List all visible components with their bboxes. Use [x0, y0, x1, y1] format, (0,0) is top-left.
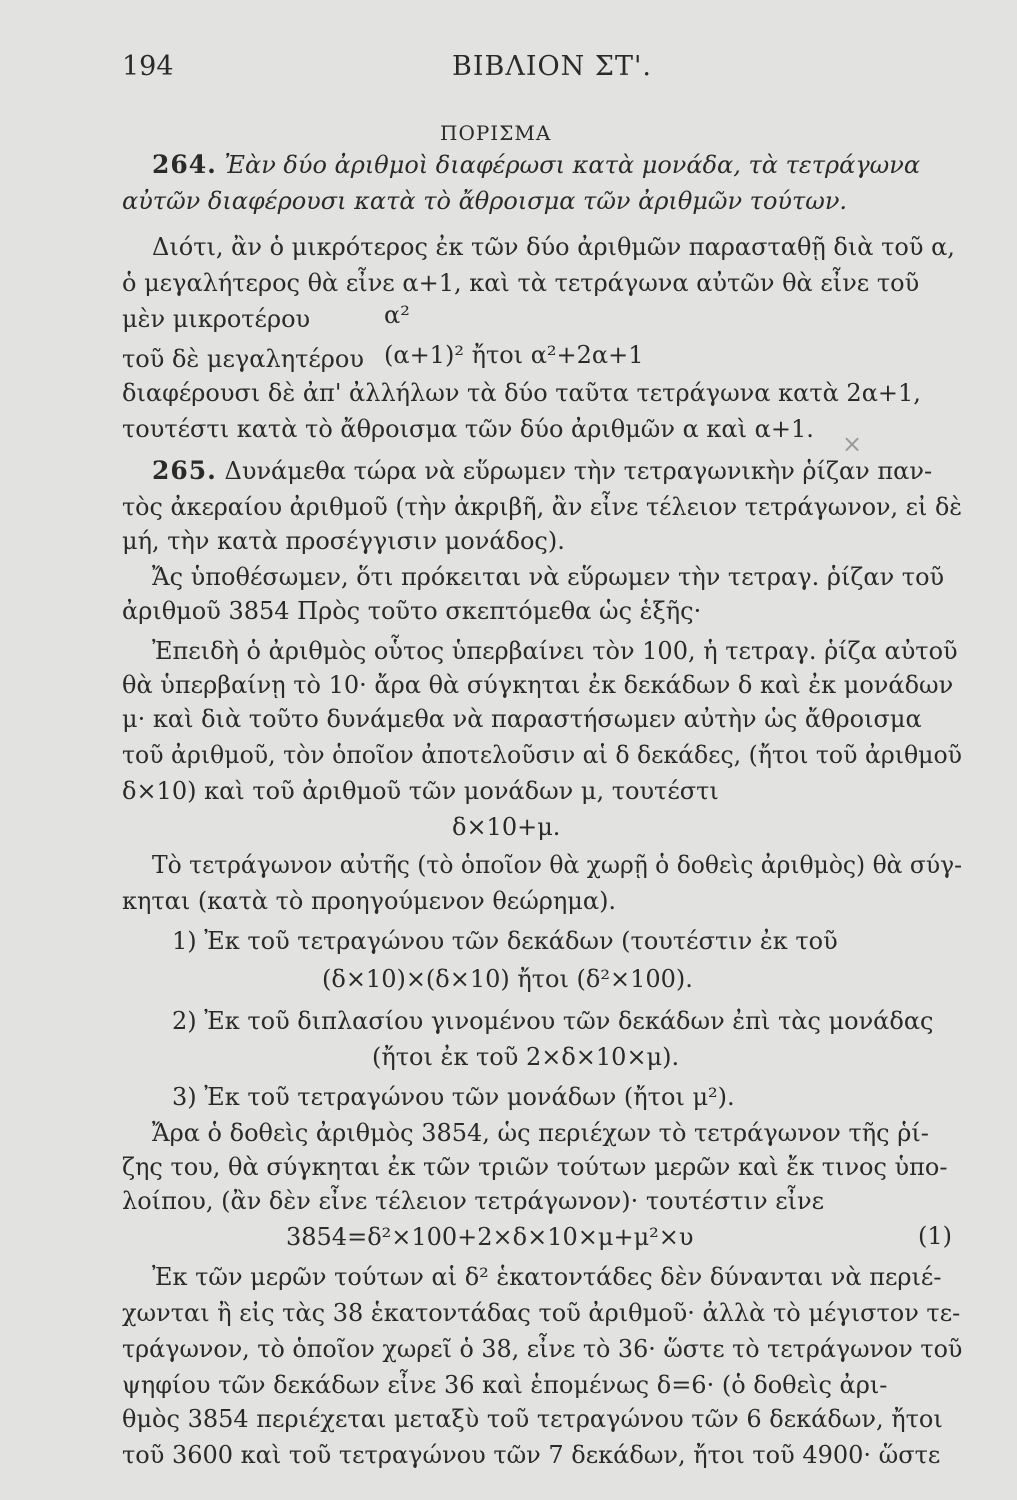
para-264-line-4: ὁ μεγαλήτερος θὰ εἶνε α+1, καὶ τὰ τετράγωνα αὐτῶν θὰ εἶνε τοῦ	[122, 269, 920, 297]
para-265-line-15: λοίπου, (ἂν δὲν εἶνε τέλειον τετράγωνον)· τουτέστιν εἶνε	[122, 1187, 825, 1215]
para-265-line-3: μή, τὴν κατὰ προσέγγισιν μονάδος).	[122, 527, 565, 555]
para-264-line-8: τουτέστι κατὰ τὸ ἄθροισμα τῶν δύο ἀριθμῶν α καὶ α+1.	[122, 415, 814, 443]
equation-number: (1)	[918, 1222, 952, 1250]
para-264-line-7: διαφέρουσι δὲ ἀπ' ἀλλήλων τὰ δύο ταῦτα τετράγωνα κατὰ 2α+1,	[122, 379, 921, 407]
list-item-2: 2) Ἐκ τοῦ διπλασίου γινομένου τῶν δεκάδων ἐπὶ τὰς μονάδας	[172, 1007, 934, 1035]
para-265-line-14: ζης του, θὰ σύγκηται ἐκ τῶν τριῶν τούτων μερῶν καὶ ἔκ τινος ὑπο-	[122, 1153, 948, 1181]
para-265-line-9: τοῦ ἀριθμοῦ, τὸν ὁποῖον ἀποτελοῦσιν αἱ δ δεκάδες, (ἤτοι τοῦ ἀριθμοῦ	[122, 741, 962, 769]
para-264-line-5b: α²	[384, 301, 410, 329]
para-265-line-18: τράγωνον, τὸ ὁποῖον χωρεῖ ὁ 38, εἶνε τὸ 36· ὥστε τὸ τετράγωνον τοῦ	[122, 1335, 963, 1363]
para-265-line-20: θμὸς 3854 περιέχεται μεταξὺ τοῦ τετραγώνου τῶν 6 δεκάδων, ἤτοι	[122, 1405, 943, 1433]
list-item-1-equation: (δ×10)×(δ×10) ἤτοι (δ²×100).	[322, 965, 693, 993]
para-265-line-11: Τὸ τετράγωνον αὐτῆς (τὸ ὁποῖον θὰ χωρῇ ὁ δοθεὶς ἀριθμὸς) θὰ σύγ-	[152, 851, 963, 879]
para-264-line-6a: τοῦ δὲ μεγαλητέρου	[122, 345, 364, 373]
para-265-line-16: Ἐκ τῶν μερῶν τούτων αἱ δ² ἑκατοντάδες δὲν δύνανται νὰ περιέ-	[152, 1263, 942, 1291]
para-265-line-7: θὰ ὑπερβαίνῃ τὸ 10· ἄρα θὰ σύγκηται ἐκ δεκάδων δ καὶ ἐκ μονάδων	[122, 671, 954, 699]
para-264-line-1	[152, 150, 920, 180]
para-265-text-1: Δυνάμεθα τώρα νὰ εὕρωμεν τὴν τετραγωνικὴν ῥίζαν παν-	[224, 457, 933, 485]
list-item-3: 3) Ἐκ τοῦ τετραγώνου τῶν μονάδων (ἤτοι μ²).	[172, 1083, 735, 1111]
list-item-2-equation: (ἤτοι ἐκ τοῦ 2×δ×10×μ).	[372, 1043, 680, 1071]
book-title: ΒΙΒΛΙΟΝ ΣΤ'.	[452, 51, 652, 82]
para-number-265: 265.	[152, 456, 217, 485]
para-265-line-13: Ἄρα ὁ δοθεὶς ἀριθμὸς 3854, ὡς περιέχων τὸ τετράγωνον τῆς ῥί-	[152, 1119, 929, 1147]
para-265-line-19: ψηφίου τῶν δεκάδων εἶνε 36 καὶ ἑπομένως δ=6· (ὁ δοθεὶς ἀρι-	[122, 1371, 888, 1399]
para-265-line-4: Ἄς ὑποθέσωμεν, ὅτι πρόκειται νὰ εὕρωμεν τὴν τετραγ. ῥίζαν τοῦ	[152, 563, 945, 591]
para-265-line-12: κηται (κατὰ τὸ προηγούμενον θεώρημα).	[122, 887, 617, 915]
para-265-line-6: Ἐπειδὴ ὁ ἀριθμὸς οὗτος ὑπερβαίνει τὸν 100, ἡ τετραγ. ῥίζα αὐτοῦ	[152, 637, 958, 665]
para-265-line-8: μ· καὶ διὰ τοῦτο δυνάμεθα νὰ παραστήσωμεν αὐτὴν ὡς ἄθροισμα	[122, 705, 922, 733]
para-264-line-2: αὐτῶν διαφέρουσι κατὰ τὸ ἄθροισμα τῶν ἀριθμῶν τούτων.	[122, 187, 848, 215]
para-265-line-5: ἀριθμοῦ 3854 Πρὸς τοῦτο σκεπτόμεθα ὡς ἑξῆς·	[122, 597, 702, 625]
para-264-line-6b: (α+1)² ἤτοι α²+2α+1	[384, 341, 644, 369]
list-item-1: 1) Ἐκ τοῦ τετραγώνου τῶν δεκάδων (τουτέστιν ἐκ τοῦ	[172, 927, 838, 955]
pencil-mark: ×	[842, 430, 863, 458]
page-number: 194	[122, 51, 174, 82]
para-265-line-17: χωνται ἢ εἰς τὰς 38 ἑκατοντάδας τοῦ ἀριθμοῦ· ἀλλὰ τὸ μέγιστον τε-	[122, 1299, 961, 1327]
equation-1: 3854=δ²×100+2×δ×10×μ+μ²×υ	[286, 1223, 694, 1251]
para-265-line-2: τὸς ἀκεραίου ἀριθμοῦ (τὴν ἀκριβῆ, ἂν εἶνε τέλειον τετράγωνον, εἰ δὲ	[122, 493, 963, 521]
para-265-line-1	[152, 456, 932, 486]
para-264-line-3: Διότι, ἂν ὁ μικρότερος ἐκ τῶν δύο ἀριθμῶν παρασταθῇ διὰ τοῦ α,	[152, 233, 955, 261]
corollary-text: Ἐὰν δύο ἀριθμοὶ διαφέρωσι κατὰ μονάδα, τὰ τετράγωνα	[224, 151, 921, 179]
section-title: ΠΟΡΙΣΜΑ	[440, 121, 552, 145]
para-265-line-10: δ×10) καὶ τοῦ ἀριθμοῦ τῶν μονάδων μ, τουτέστι	[122, 777, 719, 805]
para-265-line-21: τοῦ 3600 καὶ τοῦ τετραγώνου τῶν 7 δεκάδων, ἤτοι τοῦ 4900· ὥστε	[122, 1441, 941, 1469]
equation-tens-units: δ×10+μ.	[452, 813, 561, 841]
para-number-264: 264.	[152, 150, 217, 179]
para-264-line-5a: μὲν μικροτέρου	[122, 305, 311, 333]
